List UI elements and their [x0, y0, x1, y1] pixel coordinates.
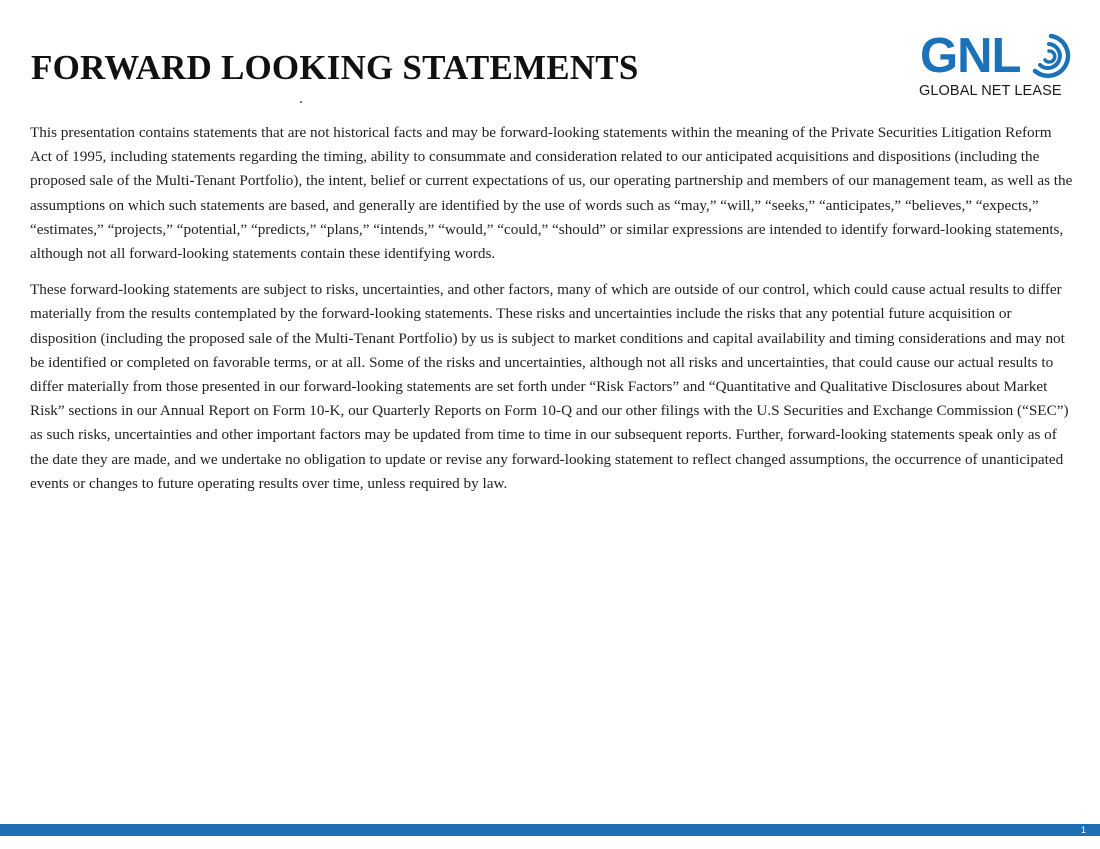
- disclaimer-body: [30, 121, 1075, 508]
- logo-tagline: GLOBAL NET LEASE: [919, 83, 1062, 99]
- footer-bar: [0, 824, 1100, 836]
- title-divider-dot: [300, 101, 302, 103]
- gnl-logo: [918, 30, 1078, 102]
- slide-title: FORWARD LOOKING STATEMENTS: [31, 48, 639, 87]
- swirl-icon: [1029, 33, 1073, 79]
- logo-letters: GNL: [920, 29, 1021, 83]
- paragraph-2: These forward-looking statements are subject to risks, uncertainties, and other factors, many of which are outside of our control, which could cause actual results to differ materially from the results contemplated by the forward-looking statements. These risks and uncertainties include the risks that any potential future acquisition or disposition (including the proposed sale of the Multi-Tenant Portfolio) by us is subject to market conditions and capital availability and timing considerations and may not be identified or completed on favorable terms, or at all. Some of the risks and uncertainties, although not all risks and uncertainties, that could cause our actual results to differ materially from those presented in our forward-looking statements are set forth under “Risk Factors” and “Quantitative and Qualitative Disclosures about Market Risk” sections in our Annual Report on Form 10-K, our Quarterly Reports on Form 10-Q and our other filings with the U.S Securities and Exchange Commission (“SEC”) as such risks, uncertainties and other important factors may be updated from time to time in our subsequent reports. Further, forward-looking statements speak only as of the date they are made, and we undertake no obligation to update or revise any forward-looking statement to reflect changed assumptions, the occurrence of unanticipated events or changes to future operating results over time, unless required by law.: [30, 281, 1069, 492]
- logo-mark: [920, 30, 1073, 82]
- page-number: 1: [1080, 825, 1086, 835]
- paragraph-1: This presentation contains statements that are not historical facts and may be forward-looking statements within the meaning of the Private Securities Litigation Reform Act of 1995, including statements regarding the timing, ability to consummate and consideration related to our anticipated acquisitions and dispositions (including the proposed sale of the Multi-Tenant Portfolio), the intent, belief or current expectations of us, our operating partnership and members of our management team, as well as the assumptions on which such statements are based, and generally are identified by the use of words such as “may,” “will,” “seeks,” “anticipates,” “believes,” “expects,” “estimates,” “projects,” “potential,” “predicts,” “plans,” “intends,” “would,” “could,” “should” or similar expressions are intended to identify forward-looking statements, although not all forward-looking statements contain these identifying words.: [30, 124, 1073, 263]
